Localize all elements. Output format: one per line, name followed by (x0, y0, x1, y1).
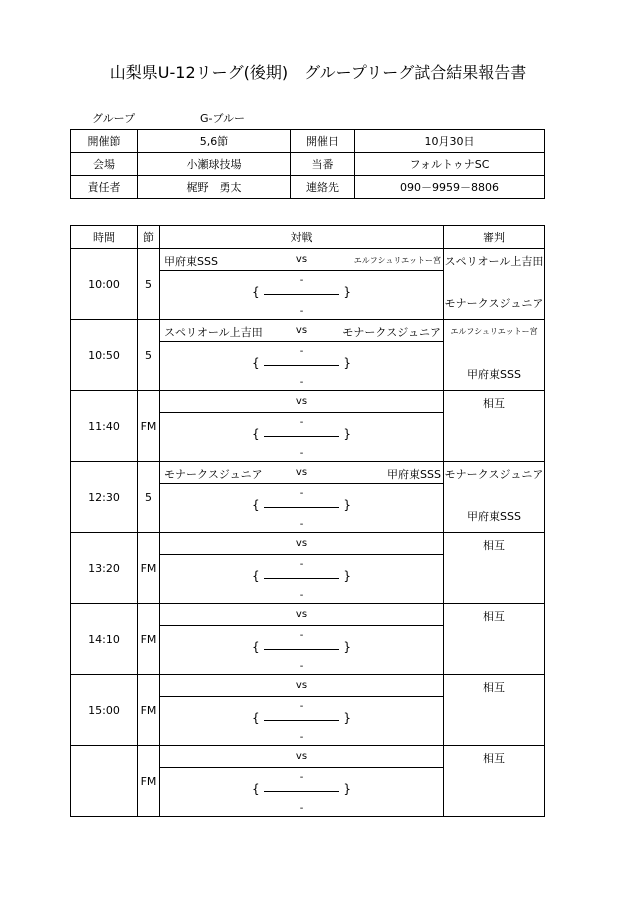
referee-top: モナークスジュニア (444, 468, 544, 481)
group-label: グループ (92, 112, 136, 125)
paren-open: { (252, 356, 260, 370)
match-time: 10:50 (71, 320, 138, 391)
paren-close: } (343, 569, 351, 583)
referee-bottom: モナークスジュニア (444, 297, 544, 310)
info-row (71, 130, 545, 153)
round-label: 開催節 (71, 130, 138, 153)
match-cell (160, 533, 444, 604)
referee-top: 相互 (483, 539, 505, 552)
home-score: - (299, 417, 304, 428)
contact-value: 090－9959－8806 (355, 176, 545, 199)
header-referee: 審判 (444, 226, 545, 249)
away-score: - (299, 448, 304, 459)
match-round: 5 (138, 462, 160, 533)
match-round: FM (138, 533, 160, 604)
away-score: - (299, 306, 304, 317)
vs-label: vs (295, 325, 308, 336)
referee-cell (444, 391, 545, 462)
info-row (71, 153, 545, 176)
referee-top: スペリオール上吉田 (444, 255, 544, 268)
match-row (71, 675, 545, 746)
referee-cell (444, 462, 545, 533)
vs-label: vs (295, 609, 308, 620)
match-cell (160, 675, 444, 746)
away-score: - (299, 803, 304, 814)
score-divider (264, 436, 339, 437)
home-score: - (299, 346, 304, 357)
away-team: モナークスジュニア (342, 326, 441, 339)
duty-label: 当番 (291, 153, 355, 176)
referee-cell (444, 533, 545, 604)
away-score: - (299, 590, 304, 601)
away-score: - (299, 732, 304, 743)
home-score: - (299, 559, 304, 570)
score-divider (264, 365, 339, 366)
vs-label: vs (295, 396, 308, 407)
match-time: 14:10 (71, 604, 138, 675)
home-score: - (299, 701, 304, 712)
round-value: 5,6節 (138, 130, 291, 153)
match-time: 15:00 (71, 675, 138, 746)
away-score: - (299, 661, 304, 672)
paren-open: { (252, 711, 260, 725)
paren-close: } (343, 640, 351, 654)
paren-close: } (343, 427, 351, 441)
score-box[interactable] (160, 271, 443, 319)
match-cell (160, 320, 444, 391)
match-round: 5 (138, 320, 160, 391)
header-match: 対戦 (160, 226, 444, 249)
home-team: スペリオール上吉田 (164, 326, 263, 339)
referee-cell (444, 675, 545, 746)
vs-label: vs (295, 467, 308, 478)
score-box[interactable] (160, 768, 443, 816)
contact-label: 連絡先 (291, 176, 355, 199)
match-time: 10:00 (71, 249, 138, 320)
referee-top: エルフシュリエットー宮 (450, 327, 538, 336)
match-row (71, 391, 545, 462)
info-row (71, 176, 545, 199)
paren-open: { (252, 498, 260, 512)
vs-label: vs (295, 538, 308, 549)
paren-close: } (343, 782, 351, 796)
score-box[interactable] (160, 626, 443, 674)
match-time (71, 746, 138, 817)
venue-value: 小瀬球技場 (138, 153, 291, 176)
schedule-header-row (71, 226, 545, 249)
referee-bottom: 甲府東SSS (467, 368, 521, 381)
score-divider (264, 720, 339, 721)
match-time: 12:30 (71, 462, 138, 533)
match-cell (160, 604, 444, 675)
schedule-table (70, 225, 545, 817)
vs-label: vs (295, 680, 308, 691)
match-row (71, 746, 545, 817)
away-score: - (299, 377, 304, 388)
match-row (71, 533, 545, 604)
home-team: モナークスジュニア (164, 468, 263, 481)
match-time: 11:40 (71, 391, 138, 462)
header-round: 節 (138, 226, 160, 249)
paren-open: { (252, 569, 260, 583)
vs-label: vs (295, 751, 308, 762)
away-score: - (299, 519, 304, 530)
match-round: FM (138, 675, 160, 746)
referee-top: 相互 (483, 397, 505, 410)
match-time: 13:20 (71, 533, 138, 604)
score-box[interactable] (160, 413, 443, 461)
match-cell (160, 249, 444, 320)
paren-close: } (343, 285, 351, 299)
group-value: G-ブルー (200, 112, 246, 125)
referee-cell (444, 746, 545, 817)
match-cell (160, 462, 444, 533)
score-divider (264, 649, 339, 650)
home-team: 甲府東SSS (164, 255, 218, 268)
referee-bottom: 甲府東SSS (467, 510, 521, 523)
manager-value: 梶野 勇太 (138, 176, 291, 199)
away-team: エルフシュリエットー宮 (353, 256, 441, 265)
home-score: - (299, 772, 304, 783)
score-box[interactable] (160, 342, 443, 390)
paren-open: { (252, 427, 260, 441)
paren-open: { (252, 640, 260, 654)
page-title: 山梨県U-12リーグ(後期) グループリーグ試合結果報告書 (109, 63, 527, 82)
date-label: 開催日 (291, 130, 355, 153)
vs-label: vs (295, 254, 308, 265)
match-round: 5 (138, 249, 160, 320)
manager-label: 責任者 (71, 176, 138, 199)
paren-close: } (343, 711, 351, 725)
date-value: 10月30日 (355, 130, 545, 153)
score-box[interactable] (160, 555, 443, 603)
referee-cell (444, 604, 545, 675)
match-round: FM (138, 391, 160, 462)
referee-cell (444, 249, 545, 320)
referee-top: 相互 (483, 752, 505, 765)
score-divider (264, 791, 339, 792)
referee-cell (444, 320, 545, 391)
header-time: 時間 (71, 226, 138, 249)
referee-top: 相互 (483, 610, 505, 623)
home-score: - (299, 275, 304, 286)
away-team: 甲府東SSS (387, 468, 441, 481)
paren-close: } (343, 498, 351, 512)
match-round: FM (138, 746, 160, 817)
home-score: - (299, 488, 304, 499)
venue-label: 会場 (71, 153, 138, 176)
paren-open: { (252, 782, 260, 796)
match-round: FM (138, 604, 160, 675)
match-row (71, 320, 545, 391)
paren-close: } (343, 356, 351, 370)
referee-top: 相互 (483, 681, 505, 694)
match-cell (160, 391, 444, 462)
score-box[interactable] (160, 697, 443, 745)
score-divider (264, 578, 339, 579)
match-row (71, 462, 545, 533)
score-box[interactable] (160, 484, 443, 532)
score-divider (264, 507, 339, 508)
duty-value: フォルトゥナSC (355, 153, 545, 176)
match-row (71, 249, 545, 320)
score-divider (264, 294, 339, 295)
home-score: - (299, 630, 304, 641)
info-table (70, 129, 545, 199)
match-cell (160, 746, 444, 817)
paren-open: { (252, 285, 260, 299)
match-row (71, 604, 545, 675)
